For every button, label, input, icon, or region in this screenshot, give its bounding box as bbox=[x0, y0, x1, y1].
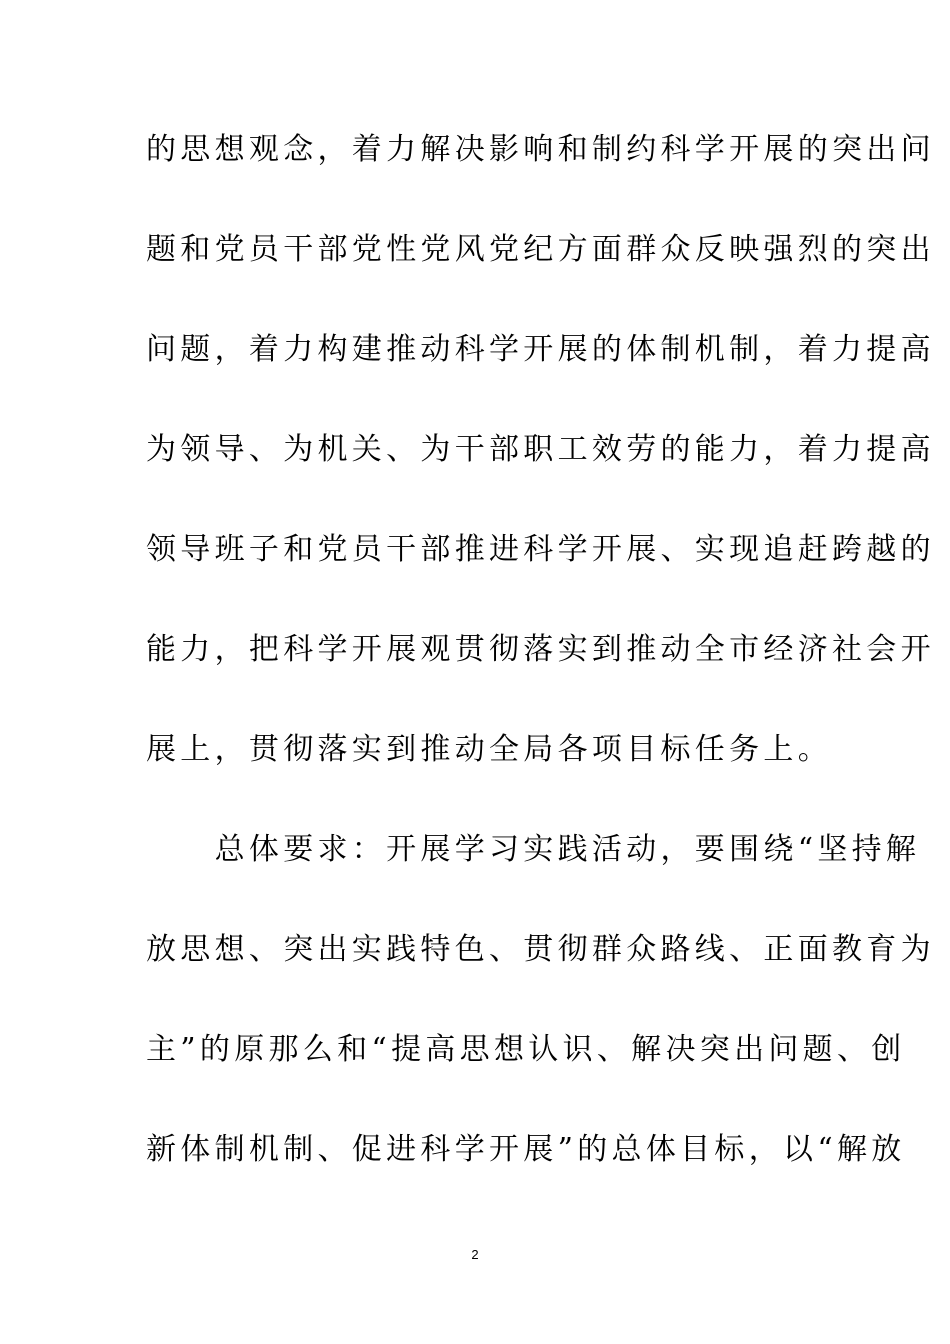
page-number: 2 bbox=[471, 1247, 479, 1262]
text-line: 题和党员干部党性党风党纪方面群众反映强烈的突出 bbox=[146, 232, 935, 267]
text-line: 总体要求：开展学习实践活动，要围绕“坚持解 bbox=[146, 832, 921, 867]
text-line: 主”的原那么和“提高思想认识、解决突出问题、创 bbox=[146, 1032, 906, 1067]
text-line: 的思想观念，着力解决影响和制约科学开展的突出问 bbox=[146, 132, 935, 167]
text-line: 领导班子和党员干部推进科学开展、实现追赶跨越的 bbox=[146, 532, 935, 567]
text-line: 新体制机制、促进科学开展”的总体目标，以“解放 bbox=[146, 1132, 906, 1167]
text-line: 放思想、突出实践特色、贯彻群众路线、正面教育为 bbox=[146, 932, 935, 967]
body-text bbox=[146, 120, 935, 1220]
text-line: 展上，贯彻落实到推动全局各项目标任务上。 bbox=[146, 732, 832, 767]
text-line: 为领导、为机关、为干部职工效劳的能力，着力提高 bbox=[146, 432, 935, 467]
text-line: 问题，着力构建推动科学开展的体制机制，着力提高 bbox=[146, 332, 935, 367]
text-line: 能力，把科学开展观贯彻落实到推动全市经济社会开 bbox=[146, 632, 935, 667]
